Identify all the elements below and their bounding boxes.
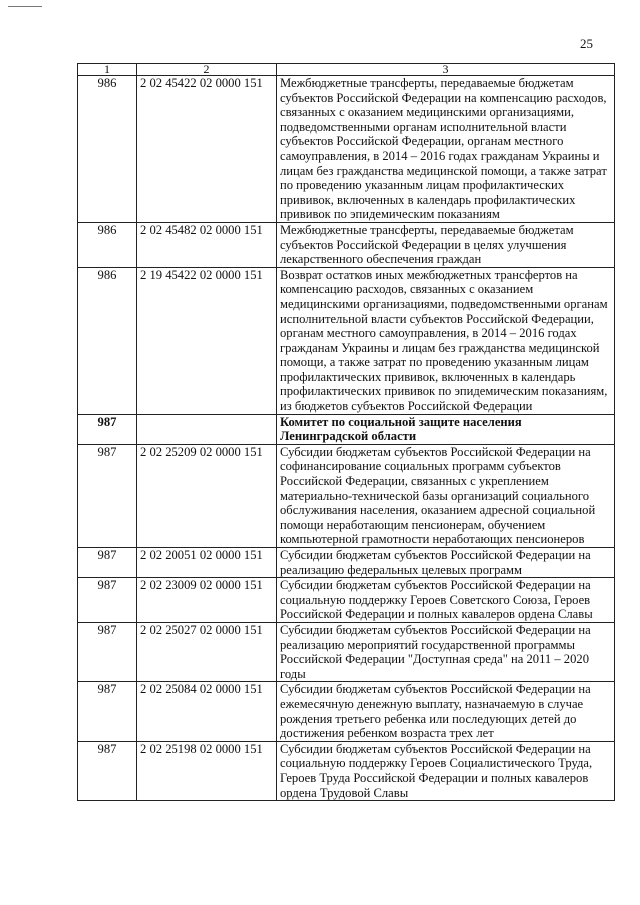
budget-code-cell: 2 02 25198 02 0000 151	[137, 741, 277, 800]
admin-code-cell: 987	[78, 548, 137, 578]
admin-code-cell: 986	[78, 76, 137, 223]
description-cell: Субсидии бюджетам субъектов Российской Федерации на ежемесячную денежную выплату, назначаемую в случае рождения третьего ребенка или последующих детей до достижения ребенком возраста трех лет	[277, 682, 615, 741]
column-header-1: 1	[78, 64, 137, 76]
budget-code-cell: 2 02 45422 02 0000 151	[137, 76, 277, 223]
table-row	[78, 622, 615, 681]
header-row	[78, 64, 615, 76]
admin-code-cell: 987	[78, 622, 137, 681]
table-row	[78, 741, 615, 800]
description-cell: Субсидии бюджетам субъектов Российской Федерации на реализацию мероприятий государственной программы Российской Федерации "Доступная среда" на 2011 – 2020 годы	[277, 622, 615, 681]
table-row	[78, 548, 615, 578]
budget-code-cell	[137, 414, 277, 444]
description-cell: Субсидии бюджетам субъектов Российской Федерации на социальную поддержку Героев Социалистического Труда, Героев Труда Российской Федерации и полных кавалеров ордена Трудовой Славы	[277, 741, 615, 800]
admin-code-cell: 986	[78, 222, 137, 267]
table-row	[78, 76, 615, 223]
budget-code-cell: 2 02 45482 02 0000 151	[137, 222, 277, 267]
table-row	[78, 267, 615, 414]
admin-code-cell: 986	[78, 267, 137, 414]
table-body	[78, 76, 615, 801]
column-header-2: 2	[137, 64, 277, 76]
budget-code-cell: 2 02 23009 02 0000 151	[137, 578, 277, 623]
table-row	[78, 222, 615, 267]
budget-code-cell: 2 02 20051 02 0000 151	[137, 548, 277, 578]
description-cell: Комитет по социальной защите населения Ленинградской области	[277, 414, 615, 444]
table-row	[78, 414, 615, 444]
column-header-3: 3	[277, 64, 615, 76]
table-row	[78, 682, 615, 741]
budget-code-cell: 2 02 25027 02 0000 151	[137, 622, 277, 681]
budget-code-cell: 2 19 45422 02 0000 151	[137, 267, 277, 414]
admin-code-cell: 987	[78, 414, 137, 444]
table-row	[78, 444, 615, 547]
corner-mark	[8, 6, 42, 7]
description-cell: Межбюджетные трансферты, передаваемые бюджетам субъектов Российской Федерации в целях улучшения лекарственного обеспечения граждан	[277, 222, 615, 267]
admin-code-cell: 987	[78, 578, 137, 623]
description-cell: Субсидии бюджетам субъектов Российской Федерации на реализацию федеральных целевых программ	[277, 548, 615, 578]
table-row	[78, 578, 615, 623]
budget-code-cell: 2 02 25209 02 0000 151	[137, 444, 277, 547]
admin-code-cell: 987	[78, 741, 137, 800]
admin-code-cell: 987	[78, 444, 137, 547]
description-cell: Субсидии бюджетам субъектов Российской Федерации на софинансирование социальных программ субъектов Российской Федерации, связанных с укреплением материально-технической базы организаций социального обслуживания населения, оказанием адресной социальной помощи неработающим пенсионерам, обучением компьютерной грамотности неработающих пенсионеров	[277, 444, 615, 547]
description-cell: Возврат остатков иных межбюджетных трансфертов на компенсацию расходов, связанных с оказанием медицинскими организациями, подведомственными органам исполнительной власти субъектов Российской Федерации, органам местного самоуправления, в 2014 – 2016 годах гражданам Украины и лицам без гражданства медицинской помощи, а также затрат по проведению указанным лицам профилактических прививок, включенных в календарь профилактических прививок по эпидемическим показаниям, из бюджетов субъектов Российской Федерации	[277, 267, 615, 414]
description-cell: Межбюджетные трансферты, передаваемые бюджетам субъектов Российской Федерации на компенсацию расходов, связанных с оказанием медицинскими организациями, подведомственными органам исполнительной власти субъектов Российской Федерации, органам местного самоуправления, в 2014 – 2016 годах гражданам Украины и лицам без гражданства медицинской помощи, а также затрат по проведению указанным лицам профилактических прививок, включенных в календарь профилактических прививок по эпидемическим показаниям	[277, 76, 615, 223]
admin-code-cell: 987	[78, 682, 137, 741]
budget-classification-table	[77, 63, 615, 801]
description-cell: Субсидии бюджетам субъектов Российской Федерации на социальную поддержку Героев Советского Союза, Героев Российской Федерации и полных кавалеров ордена Славы	[277, 578, 615, 623]
budget-code-cell: 2 02 25084 02 0000 151	[137, 682, 277, 741]
page-number: 25	[580, 36, 593, 51]
